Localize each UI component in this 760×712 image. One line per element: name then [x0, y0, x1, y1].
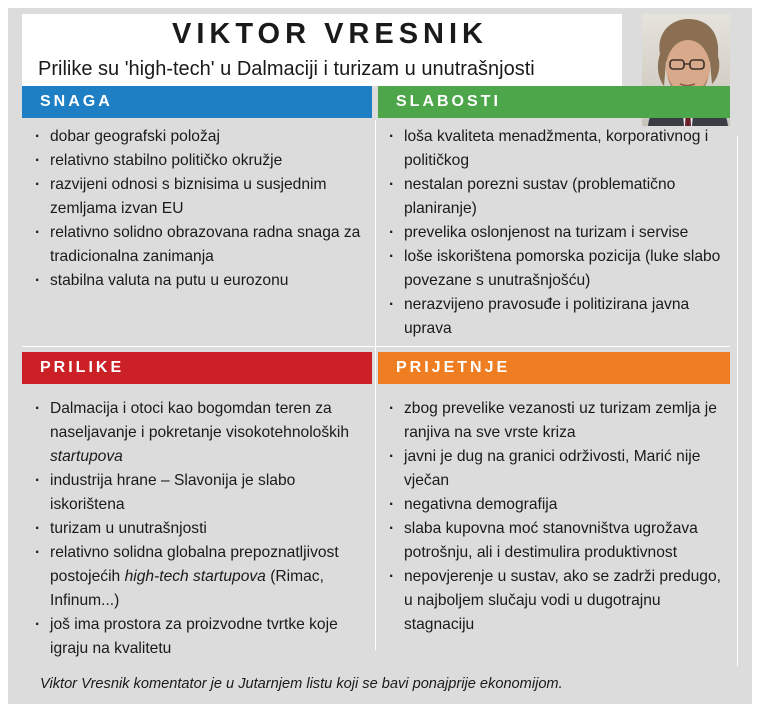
item-italic: high-tech startupova: [124, 568, 266, 585]
list-item: · relativno solidno obrazovana radna snaga za tradicionalna zanimanja: [34, 221, 362, 269]
list-item: · javni je dug na granici održivosti, Marić nije vječan: [388, 445, 728, 493]
list-item: [34, 517, 362, 541]
item-text-after: (Rimac, Infinum...): [50, 568, 324, 609]
prijetnje-list: [388, 397, 728, 637]
list-item: [34, 397, 362, 469]
list-item: · razvijeni odnosi s biznisima u susjednim zemljama izvan EU: [34, 173, 362, 221]
list-item: [34, 541, 362, 613]
slabosti-list: [388, 125, 728, 341]
item-text: turizam u unutrašnjosti: [50, 520, 207, 537]
snaga-list: [34, 125, 362, 293]
list-item: · stabilna valuta na putu u eurozonu: [34, 269, 362, 293]
quadrant-header-snaga: [22, 86, 372, 118]
quadrant-title: PRILIKE: [40, 359, 125, 376]
list-item: · zbog prevelike vezanosti uz turizam zemlja je ranjiva na sve vrste kriza: [388, 397, 728, 445]
list-item: · loše iskorištena pomorska pozicija (luke slabo povezane s unutrašnjošću): [388, 245, 728, 293]
item-text: industrija hrane – Slavonija je slabo iskorištena: [50, 472, 296, 513]
header: [22, 14, 622, 86]
list-item: · prevelika oslonjenost na turizam i servise: [388, 221, 728, 245]
list-item: · loša kvaliteta menadžmenta, korporativnog i političkog: [388, 125, 728, 173]
list-item: [34, 613, 362, 661]
quadrant-title: SNAGA: [40, 93, 113, 110]
headline-subtitle: Prilike su 'high-tech' u Dalmaciji i turizam u unutrašnjosti: [38, 58, 535, 80]
person-name: VIKTOR VRESNIK: [172, 18, 489, 50]
list-item: · nestalan porezni sustav (problematično planiranje): [388, 173, 728, 221]
item-italic: startupova: [50, 448, 123, 465]
horizontal-divider: [22, 346, 730, 347]
quadrant-header-slabosti: [378, 86, 730, 118]
prilike-list: [34, 397, 362, 661]
item-text: relativno solidna globalna prepoznatljivost postojećih: [50, 544, 339, 585]
list-item: [34, 469, 362, 517]
item-text: Dalmacija i otoci kao bogomdan teren za naseljavanje i pokretanje visokotehnoloških: [50, 400, 350, 441]
list-item: · dobar geografski položaj: [34, 125, 362, 149]
right-edge-line: [737, 136, 738, 666]
list-item: · negativna demografija: [388, 493, 728, 517]
quadrant-header-prilike: [22, 352, 372, 384]
item-text: još ima prostora za proizvodne tvrtke koje igraju na kvalitetu: [50, 616, 338, 657]
quadrant-header-prijetnje: [378, 352, 730, 384]
quadrant-title: SLABOSTI: [396, 93, 501, 110]
list-item: · slaba kupovna moć stanovništva ugrožava potrošnju, ali i destimulira produktivnost: [388, 517, 728, 565]
vertical-divider: [375, 120, 376, 650]
list-item: · relativno stabilno političko okružje: [34, 149, 362, 173]
quadrant-title: PRIJETNJE: [396, 359, 511, 376]
list-item: · nepovjerenje u sustav, ako se zadrži predugo, u najboljem slučaju vodi u dugotrajnu stagnaciju: [388, 565, 728, 637]
list-item: · nerazvijeno pravosuđe i politizirana javna uprava: [388, 293, 728, 341]
photo-caption: Viktor Vresnik komentator je u Jutarnjem listu koji se bavi ponajprije ekonomijom.: [40, 676, 563, 692]
